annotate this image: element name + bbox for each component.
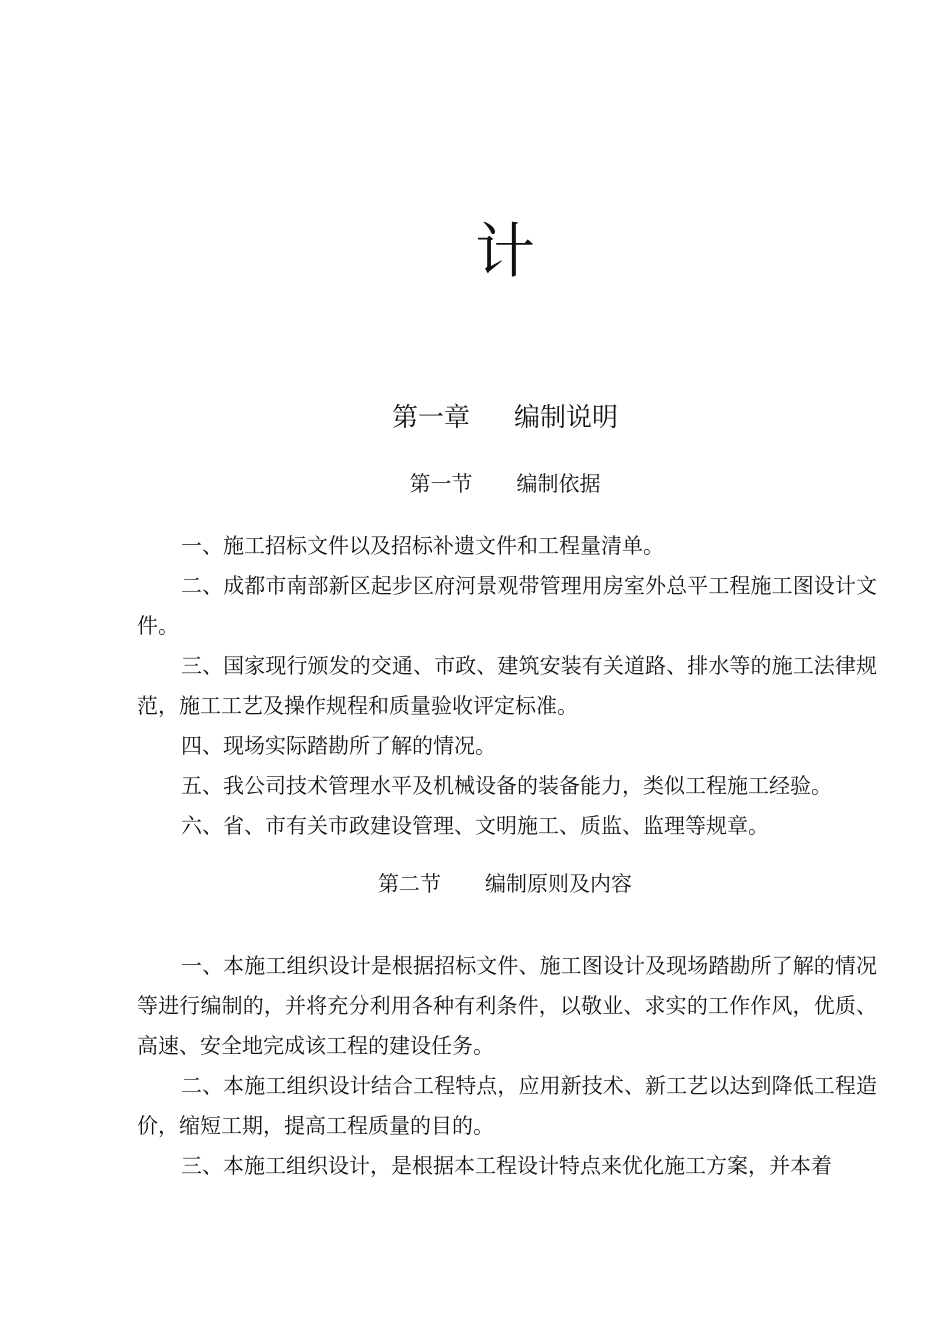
paragraph: 二、成都市南部新区起步区府河景观带管理用房室外总平工程施工图设计文件。	[137, 574, 877, 638]
section-heading-2	[0, 868, 950, 900]
chapter-title: 编制说明	[514, 403, 619, 433]
section-number: 第二节	[378, 872, 441, 896]
paragraph: 五、我公司技术管理水平及机械设备的装备能力，类似工程施工经验。	[181, 774, 832, 798]
section-2-body	[137, 946, 877, 1186]
paragraph: 三、本施工组织设计，是根据本工程设计特点来优化施工方案，并本着	[181, 1154, 832, 1178]
paragraph: 三、国家现行颁发的交通、市政、建筑安装有关道路、排水等的施工法律规范，施工工艺及操作规程和质量验收评定标准。	[137, 654, 877, 718]
section-number: 第一节	[409, 472, 473, 496]
paragraph: 一、本施工组织设计是根据招标文件、施工图设计及现场踏勘所了解的情况等进行编制的，并将充分利用各种有利条件，以敬业、求实的工作作风，优质、高速、安全地完成该工程的建设任务。	[137, 954, 877, 1058]
section-title: 编制依据	[516, 472, 601, 496]
chapter-heading	[0, 398, 950, 438]
paragraph: 二、本施工组织设计结合工程特点，应用新技术、新工艺以达到降低工程造价，缩短工期，提高工程质量的目的。	[137, 1074, 877, 1138]
paragraph: 六、省、市有关市政建设管理、文明施工、质监、监理等规章。	[181, 814, 769, 838]
section-heading-1	[0, 468, 950, 500]
paragraph: 四、现场实际踏勘所了解的情况。	[181, 734, 496, 758]
section-title: 编制原则及内容	[485, 872, 632, 896]
title-fragment: 计	[475, 217, 535, 287]
chapter-number: 第一章	[391, 403, 470, 433]
paragraph: 一、施工招标文件以及招标补遗文件和工程量清单。	[181, 534, 664, 558]
section-1-body	[137, 526, 877, 846]
